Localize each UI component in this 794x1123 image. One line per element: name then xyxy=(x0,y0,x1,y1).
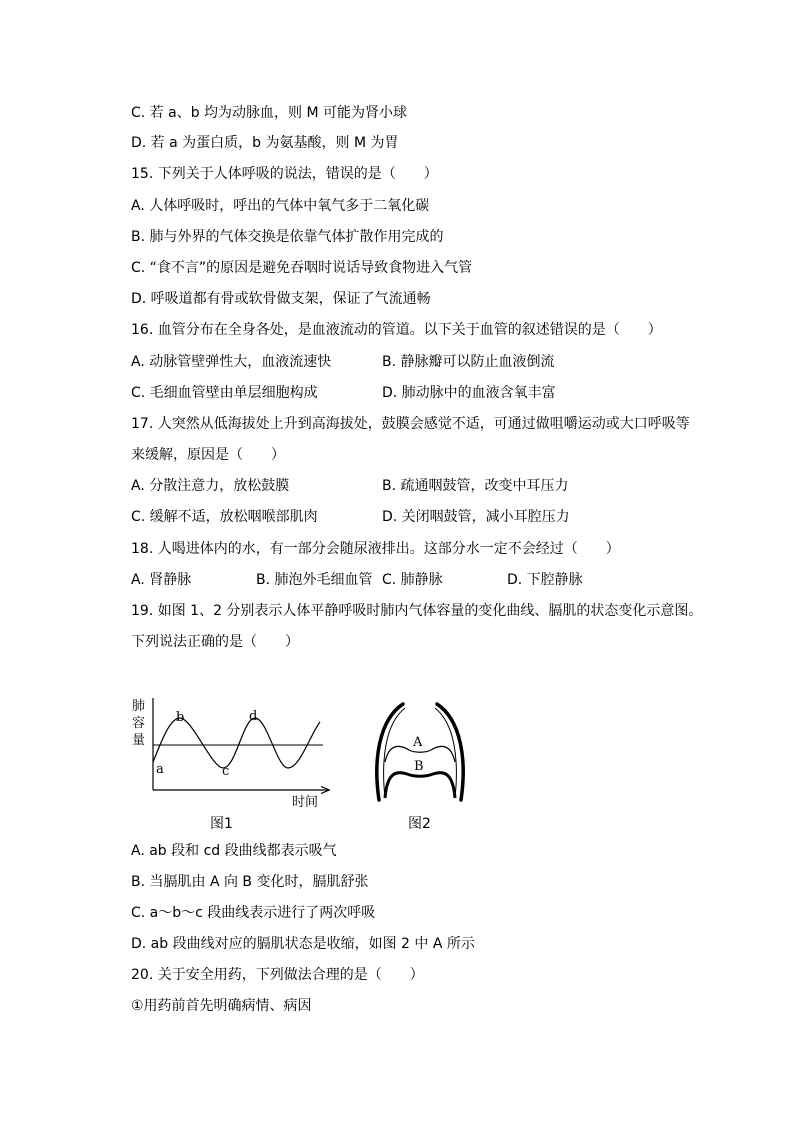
fig1-ylabel-3: 量 xyxy=(132,733,146,748)
figure-1-caption: 图1 xyxy=(210,816,233,832)
fig1-ylabel-2: 容 xyxy=(132,716,146,731)
fig1-point-a: a xyxy=(156,762,164,777)
fig1-point-b: b xyxy=(176,710,185,725)
figure-1-lung-volume-curve xyxy=(120,690,340,815)
q20-item-1: ①用药前首先明确病情、病因 xyxy=(131,998,312,1014)
q18-option-d: D. 下腔静脉 xyxy=(507,572,583,588)
fig1-ylabel-1: 肺 xyxy=(132,699,146,714)
q17-option-d: D. 关闭咽鼓管，减小耳腔压力 xyxy=(382,509,570,525)
q16-option-d: D. 肺动脉中的血液含氧丰富 xyxy=(382,385,556,401)
q19-stem-line1: 19. 如图 1、2 分别表示人体平静呼吸时肺内气体容量的变化曲线、膈肌的状态变化示意图。 xyxy=(131,603,703,619)
q16-option-b: B. 静脉瓣可以防止血液倒流 xyxy=(382,354,555,370)
q18-stem: 18. 人喝进体内的水，有一部分会随尿液排出。这部分水一定不会经过（ ） xyxy=(131,541,620,557)
q15-option-c: C. “食不言”的原因是避免吞咽时说话导致食物进入气管 xyxy=(131,260,473,276)
q17-stem-line2: 来缓解，原因是（ ） xyxy=(131,447,285,463)
q16-option-c: C. 毛细血管壁由单层细胞构成 xyxy=(131,385,318,401)
q19-option-c: C. a～b～c 段曲线表示进行了两次呼吸 xyxy=(131,905,376,921)
figure-2-caption: 图2 xyxy=(408,816,431,832)
q17-option-b: B. 疏通咽鼓管，改变中耳压力 xyxy=(382,478,569,494)
q19-option-a: A. ab 段和 cd 段曲线都表示吸气 xyxy=(131,843,337,859)
fig2-diaphragm-b xyxy=(385,773,455,798)
q14-option-c: C. 若 a、b 均为动脉血，则 M 可能为肾小球 xyxy=(131,105,408,121)
fig1-point-c: c xyxy=(222,764,230,779)
q15-option-a: A. 人体呼吸时，呼出的气体中氧气多于二氧化碳 xyxy=(131,198,430,214)
q18-option-b: B. 肺泡外毛细血管 xyxy=(256,572,373,588)
q15-option-b: B. 肺与外界的气体交换是依靠气体扩散作用完成的 xyxy=(131,229,444,245)
q17-option-c: C. 缓解不适，放松咽喉部肌肉 xyxy=(131,509,318,525)
q20-stem: 20. 关于安全用药，下列做法合理的是（ ） xyxy=(131,967,424,983)
fig2-label-a: A xyxy=(413,735,423,750)
q17-stem-line1: 17. 人突然从低海拔处上升到高海拔处，鼓膜会感觉不适，可通过做咀嚼运动或大口呼吸等 xyxy=(131,416,690,432)
fig2-inner-outline xyxy=(384,708,457,798)
q18-option-c: C. 肺静脉 xyxy=(382,572,443,588)
q19-option-d: D. ab 段曲线对应的膈肌状态是收缩，如图 2 中 A 所示 xyxy=(131,936,475,952)
q15-option-d: D. 呼吸道都有骨或软骨做支架，保证了气流通畅 xyxy=(131,291,431,307)
q19-stem-line2: 下列说法正确的是（ ） xyxy=(131,634,299,650)
q17-option-a: A. 分散注意力，放松鼓膜 xyxy=(131,478,290,494)
figure-2-diaphragm-diagram xyxy=(365,700,475,810)
fig1-volume-curve xyxy=(153,718,320,768)
fig1-point-d: d xyxy=(249,709,258,724)
q16-option-a: A. 动脉管壁弹性大，血液流速快 xyxy=(131,354,332,370)
fig1-xlabel: 时间 xyxy=(292,795,319,810)
q18-option-a: A. 肾静脉 xyxy=(131,572,192,588)
q15-stem: 15. 下列关于人体呼吸的说法，错误的是（ ） xyxy=(131,166,438,182)
fig2-label-b: B xyxy=(414,759,424,774)
q16-stem: 16. 血管分布在全身各处，是血液流动的管道。以下关于血管的叙述错误的是（ ） xyxy=(131,322,662,338)
q19-option-b: B. 当膈肌由 A 向 B 变化时，膈肌舒张 xyxy=(131,874,369,890)
q14-option-d: D. 若 a 为蛋白质，b 为氨基酸，则 M 为胃 xyxy=(131,135,399,151)
